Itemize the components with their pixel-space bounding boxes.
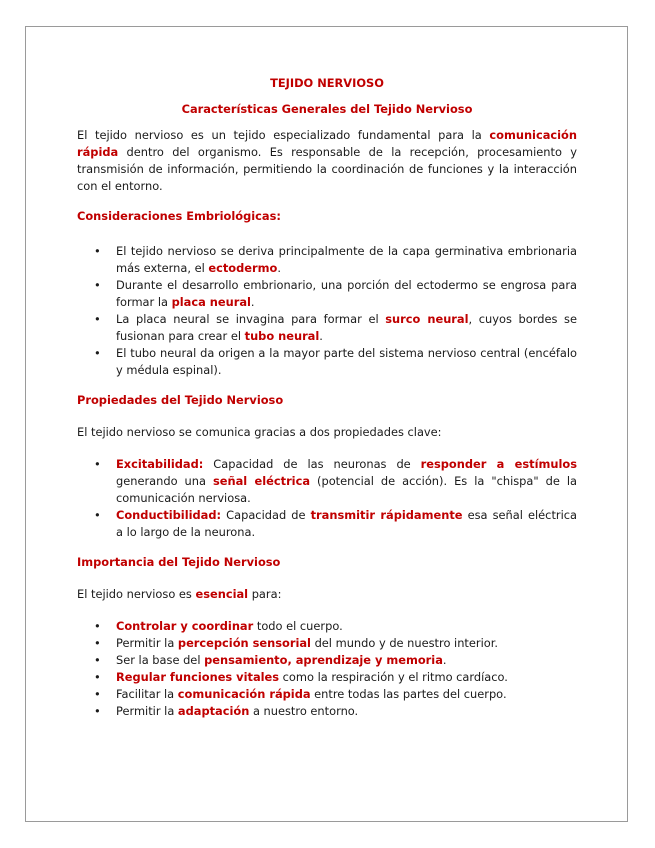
importance-list bbox=[77, 618, 577, 720]
list-item: • Controlar y coordinar todo el cuerpo. bbox=[116, 618, 577, 635]
list-item: • Facilitar la comunicación rápida entre todas las partes del cuerpo. bbox=[116, 686, 577, 703]
document-title: TEJIDO NERVIOSO bbox=[270, 76, 384, 90]
document-content bbox=[77, 75, 577, 733]
list-item: • Regular funciones vitales como la respiración y el ritmo cardíaco. bbox=[116, 669, 577, 686]
list-item: • Permitir la adaptación a nuestro entorno. bbox=[116, 703, 577, 720]
intro-highlight: comunicación rápida bbox=[77, 128, 577, 159]
intro-text-2: dentro del organismo. Es responsable de la recepción, procesamiento y transmisión de información, permitiendo la coordinación de funciones y la interacción con el entorno. bbox=[77, 145, 577, 193]
list-item: • Durante el desarrollo embrionario, una porción del ectodermo se engrosa para formar la placa neural. bbox=[116, 277, 577, 311]
list-item: • Permitir la percepción sensorial del mundo y de nuestro interior. bbox=[116, 635, 577, 652]
importance-intro: El tejido nervioso es esencial para: bbox=[77, 587, 282, 601]
embryo-list bbox=[77, 243, 577, 379]
document-page bbox=[25, 26, 628, 822]
list-item: • Ser la base del pensamiento, aprendizaje y memoria. bbox=[116, 652, 577, 669]
embryo-heading: Consideraciones Embriológicas: bbox=[77, 209, 281, 223]
list-item: • Excitabilidad: Capacidad de las neuronas de responder a estímulos generando una señal eléctrica (potencial de acción). Es la "chispa" de la comunicación nerviosa. bbox=[116, 456, 577, 507]
list-item: • La placa neural se invagina para formar el surco neural, cuyos bordes se fusionan para crear el tubo neural. bbox=[116, 311, 577, 345]
intro-paragraph bbox=[77, 127, 577, 195]
importance-heading: Importancia del Tejido Nervioso bbox=[77, 555, 281, 569]
intro-text: El tejido nervioso es un tejido especializado fundamental para la bbox=[77, 128, 490, 142]
props-list bbox=[77, 456, 577, 541]
props-intro: El tejido nervioso se comunica gracias a dos propiedades clave: bbox=[77, 425, 442, 439]
list-item: • El tubo neural da origen a la mayor parte del sistema nervioso central (encéfalo y médula espinal). bbox=[116, 345, 577, 379]
props-heading: Propiedades del Tejido Nervioso bbox=[77, 393, 284, 407]
list-item: • El tejido nervioso se deriva principalmente de la capa germinativa embrionaria más externa, el ectodermo. bbox=[116, 243, 577, 277]
list-item: • Conductibilidad: Capacidad de transmitir rápidamente esa señal eléctrica a lo largo de la neurona. bbox=[116, 507, 577, 541]
document-subtitle: Características Generales del Tejido Nervioso bbox=[181, 102, 473, 116]
